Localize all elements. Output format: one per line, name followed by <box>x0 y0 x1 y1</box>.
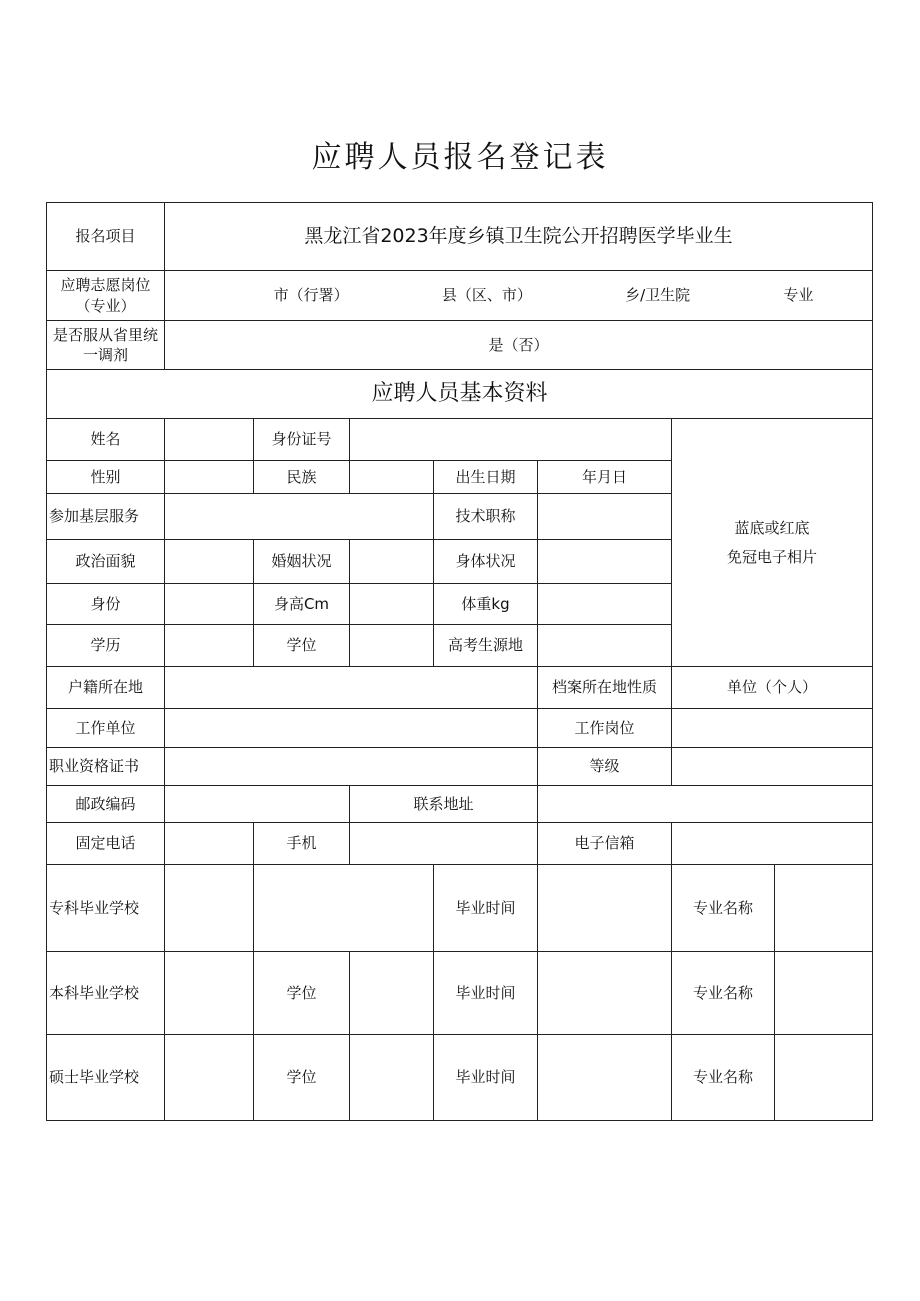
junior-major-field[interactable] <box>775 865 873 952</box>
grassroots-field[interactable] <box>165 494 434 540</box>
marital-label: 婚姻状况 <box>254 540 350 584</box>
work-unit-field[interactable] <box>165 709 538 748</box>
hukou-label: 户籍所在地 <box>47 667 165 709</box>
cert-level-field[interactable] <box>672 748 873 786</box>
junior-degree-field[interactable] <box>254 865 434 952</box>
page-title: 应聘人员报名登记表 <box>311 140 609 175</box>
ethnicity-field[interactable] <box>350 461 434 494</box>
name-label: 姓名 <box>47 419 165 461</box>
bachelor-grad-time-label: 毕业时间 <box>434 952 538 1035</box>
mobile-field[interactable] <box>350 823 538 865</box>
project-label: 报名项目 <box>47 203 165 271</box>
political-field[interactable] <box>165 540 254 584</box>
id-label: 身份证号 <box>254 419 350 461</box>
photo-hint-2: 免冠电子相片 <box>727 547 818 566</box>
post-county: 县（区、市） <box>441 286 532 305</box>
junior-major-label: 专业名称 <box>672 865 775 952</box>
cert-label: 职业资格证书 <box>47 748 165 786</box>
post-city: 市（行署） <box>273 286 349 305</box>
post-label: 应聘志愿岗位（专业） <box>47 271 165 321</box>
postcode-field[interactable] <box>165 786 350 823</box>
exam-origin-field[interactable] <box>538 625 672 667</box>
exam-origin-label: 高考生源地 <box>434 625 538 667</box>
tech-title-field[interactable] <box>538 494 672 540</box>
photo-box[interactable] <box>672 419 873 667</box>
phone-field[interactable] <box>165 823 254 865</box>
marital-field[interactable] <box>350 540 434 584</box>
bachelor-school-label: 本科毕业学校 <box>47 952 165 1035</box>
bachelor-major-field[interactable] <box>775 952 873 1035</box>
junior-grad-time-field[interactable] <box>538 865 672 952</box>
height-label: 身高Cm <box>254 584 350 625</box>
post-value[interactable] <box>165 271 873 321</box>
master-degree-field[interactable] <box>350 1035 434 1121</box>
postcode-label: 邮政编码 <box>47 786 165 823</box>
adjust-value[interactable]: 是（否） <box>165 321 873 370</box>
degree-label: 学位 <box>254 625 350 667</box>
work-unit-label: 工作单位 <box>47 709 165 748</box>
project-value: 黑龙江省2023年度乡镇卫生院公开招聘医学毕业生 <box>165 203 873 271</box>
address-label: 联系地址 <box>350 786 538 823</box>
bachelor-degree-field[interactable] <box>350 952 434 1035</box>
mobile-label: 手机 <box>254 823 350 865</box>
gender-label: 性别 <box>47 461 165 494</box>
weight-field[interactable] <box>538 584 672 625</box>
health-field[interactable] <box>538 540 672 584</box>
hukou-field[interactable] <box>165 667 538 709</box>
identity-field[interactable] <box>165 584 254 625</box>
weight-label: 体重kg <box>434 584 538 625</box>
adjust-label: 是否服从省里统一调剂 <box>47 321 165 370</box>
identity-label: 身份 <box>47 584 165 625</box>
junior-school-field[interactable] <box>165 865 254 952</box>
education-label: 学历 <box>47 625 165 667</box>
bachelor-school-field[interactable] <box>165 952 254 1035</box>
archive-value[interactable]: 单位（个人） <box>672 667 873 709</box>
master-school-label: 硕士毕业学校 <box>47 1035 165 1121</box>
registration-form <box>46 202 873 1121</box>
master-major-field[interactable] <box>775 1035 873 1121</box>
name-field[interactable] <box>165 419 254 461</box>
address-field[interactable] <box>538 786 873 823</box>
master-grad-time-field[interactable] <box>538 1035 672 1121</box>
archive-label: 档案所在地性质 <box>538 667 672 709</box>
work-post-label: 工作岗位 <box>538 709 672 748</box>
birth-label: 出生日期 <box>434 461 538 494</box>
height-field[interactable] <box>350 584 434 625</box>
master-school-field[interactable] <box>165 1035 254 1121</box>
bachelor-degree-label: 学位 <box>254 952 350 1035</box>
email-label: 电子信箱 <box>538 823 672 865</box>
master-major-label: 专业名称 <box>672 1035 775 1121</box>
political-label: 政治面貌 <box>47 540 165 584</box>
health-label: 身体状况 <box>434 540 538 584</box>
education-field[interactable] <box>165 625 254 667</box>
ethnicity-label: 民族 <box>254 461 350 494</box>
junior-school-label: 专科毕业学校 <box>47 865 165 952</box>
post-major: 专业 <box>783 286 814 305</box>
section-title: 应聘人员基本资料 <box>47 370 873 419</box>
email-field[interactable] <box>672 823 873 865</box>
degree-field[interactable] <box>350 625 434 667</box>
gender-field[interactable] <box>165 461 254 494</box>
tech-title-label: 技术职称 <box>434 494 538 540</box>
master-grad-time-label: 毕业时间 <box>434 1035 538 1121</box>
birth-field[interactable]: 年月日 <box>538 461 672 494</box>
junior-grad-time-label: 毕业时间 <box>434 865 538 952</box>
post-town: 乡/卫生院 <box>625 286 691 305</box>
photo-hint-1: 蓝底或红底 <box>734 519 810 538</box>
bachelor-grad-time-field[interactable] <box>538 952 672 1035</box>
bachelor-major-label: 专业名称 <box>672 952 775 1035</box>
master-degree-label: 学位 <box>254 1035 350 1121</box>
work-post-field[interactable] <box>672 709 873 748</box>
phone-label: 固定电话 <box>47 823 165 865</box>
cert-field[interactable] <box>165 748 538 786</box>
grassroots-label: 参加基层服务 <box>47 494 165 540</box>
id-field[interactable] <box>350 419 672 461</box>
cert-level-label: 等级 <box>538 748 672 786</box>
